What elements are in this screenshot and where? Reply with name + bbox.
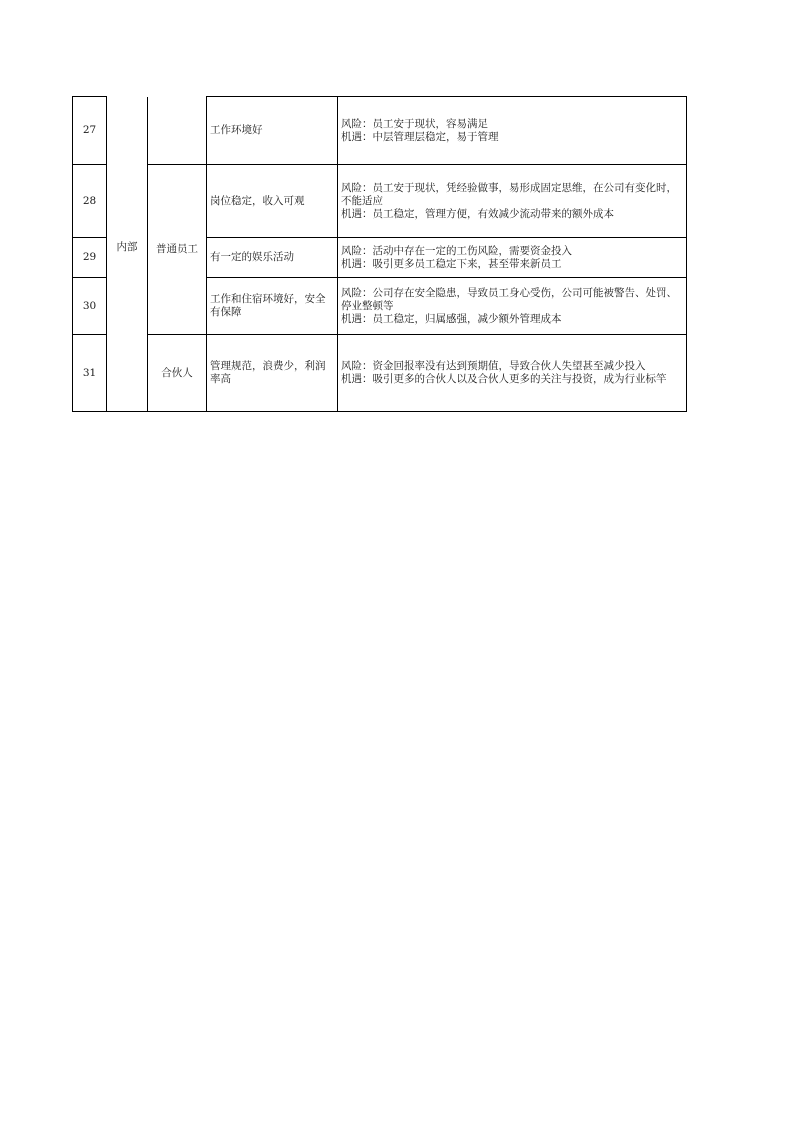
risk-opportunity-table	[72, 96, 687, 412]
risk-text: 风险：员工安于现状，凭经验做事，易形成固定思维，在公司有变化时，不能适应	[341, 181, 677, 207]
row-number-cell: 27	[73, 97, 107, 165]
group-label-partner: 合伙人	[161, 366, 193, 379]
table-row	[73, 335, 687, 412]
category-label: 内部	[116, 241, 138, 254]
advantage-cell: 工作和住宿环境好，安全有保障	[207, 278, 338, 335]
row-number-cell: 30	[73, 278, 107, 335]
risk-opportunity-cell	[338, 165, 687, 238]
category-cell	[107, 97, 148, 412]
risk-opportunity-cell	[338, 238, 687, 278]
risk-text: 风险：员工安于现状，容易满足	[341, 117, 488, 130]
risk-opportunity-cell	[338, 278, 687, 335]
advantage-cell: 管理规范，浪费少，利润率高	[207, 335, 338, 412]
advantage-cell: 有一定的娱乐活动	[207, 238, 338, 278]
risk-text: 风险：活动中存在一定的工伤风险，需要资金投入	[341, 244, 572, 257]
table-row	[73, 97, 687, 165]
opportunity-text: 机遇：员工稳定，管理方便，有效减少流动带来的额外成本	[341, 207, 614, 220]
row-number-cell: 29	[73, 238, 107, 278]
risk-text: 风险：资金回报率没有达到预期值，导致合伙人失望甚至减少投入	[341, 360, 646, 372]
group-label-employee: 普通员工	[156, 243, 198, 255]
opportunity-text: 机遇：吸引更多员工稳定下来，甚至带来新员工	[341, 257, 562, 270]
group-cell-empty	[148, 97, 207, 165]
opportunity-text: 机遇：吸引更多的合伙人以及合伙人更多的关注与投资，成为行业标竿	[341, 373, 667, 385]
table-row	[73, 165, 687, 238]
group-cell-partner	[148, 335, 207, 412]
opportunity-text: 机遇：中层管理层稳定，易于管理	[341, 130, 499, 143]
risk-opportunity-cell	[338, 335, 687, 412]
advantage-cell: 岗位稳定，收入可观	[207, 165, 338, 238]
row-number-cell: 28	[73, 165, 107, 238]
advantage-cell: 工作环境好	[207, 97, 338, 165]
opportunity-text: 机遇：员工稳定，归属感强，减少额外管理成本	[341, 312, 562, 325]
group-cell-employee	[148, 165, 207, 335]
risk-text: 风险：公司存在安全隐患，导致员工身心受伤，公司可能被警告、处罚、停业整顿等	[341, 286, 677, 312]
row-number-cell: 31	[73, 335, 107, 412]
risk-opportunity-cell	[338, 97, 687, 165]
